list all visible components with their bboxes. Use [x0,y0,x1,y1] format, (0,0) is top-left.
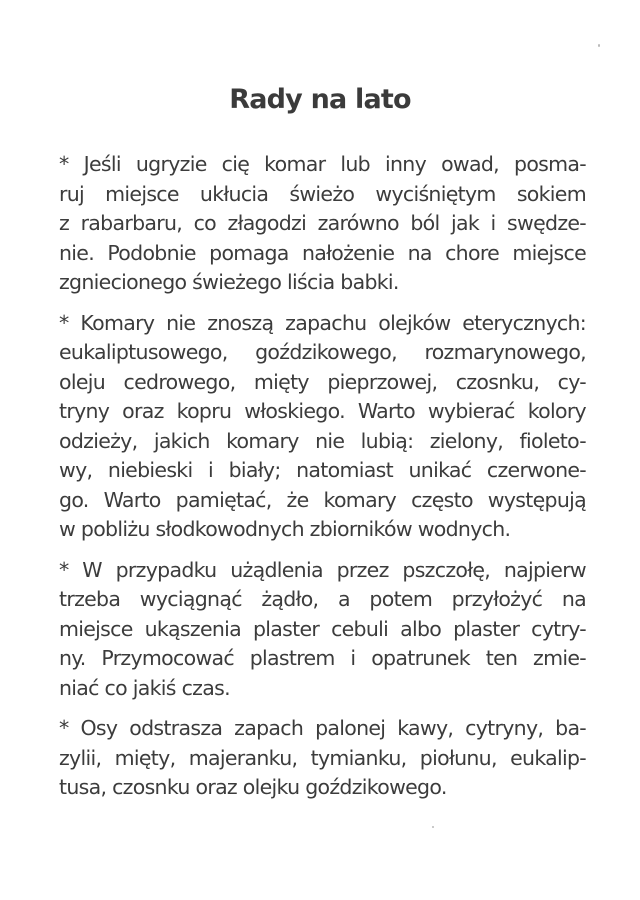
text-line: * W przypadku użądlenia przez pszczołę, najpierw [59,557,586,582]
text-line: eukaliptusowego, goździkowego, rozmarynowego, [59,340,586,364]
text-line: go. Warto pamiętać, że komary często występują [59,487,586,512]
text-line: miejsce ukąszenia plaster cebuli albo plaster cytry- [59,616,586,641]
text-line: tryny oraz kopru włoskiego. Warto wybierać kolory [59,399,586,423]
text-line: * Osy odstrasza zapach palonej kawy, cytryny, ba- [59,716,586,740]
page-title: Rady na lato [229,84,411,115]
text-line: * Komary nie znoszą zapachu olejków eterycznych: [59,310,586,335]
text-line: ruj miejsce ukłucia świeżo wyciśniętym sokiem [59,181,586,206]
text-line: wy, niebieski i biały; natomiast unikać czerwone- [59,458,586,482]
text-line: nie. Podobnie pomaga nałożenie na chore miejsce [59,240,586,265]
tip-paragraph-4 [59,714,586,803]
text-line: z rabarbaru, co złagodzi zarówno ból jak i swędze- [59,211,586,235]
text-line: * Jeśli ugryzie cię komar lub inny owad, posma- [59,152,586,176]
text-line: oleju cedrowego, mięty pieprzowej, czosnku, cy- [59,369,586,394]
tips-text [59,150,586,814]
text-line: tusa, czosnku oraz olejku goździkowego. [59,775,447,799]
text-line: trzeba wyciągnąć żądło, a potem przyłożyć na [59,587,586,611]
text-line: ny. Przymocować plastrem i opatrunek ten zmie- [59,646,586,670]
text-line: zylii, mięty, majeranku, tymianku, piołunu, eukalip- [59,745,586,770]
text-line: zgniecionego świeżego liścia babki. [59,270,399,294]
scan-speck [598,44,600,47]
tip-paragraph-1 [59,150,586,298]
text-line: w pobliżu słodkowodnych zbiorników wodnych. [59,517,511,541]
scan-speck [432,826,434,828]
tip-paragraph-3 [59,556,586,704]
tip-paragraph-2 [59,309,586,545]
text-line: niać co jakiś czas. [59,675,230,700]
text-line: odzieży, jakich komary nie lubią: zielony, fioleto- [59,428,586,453]
